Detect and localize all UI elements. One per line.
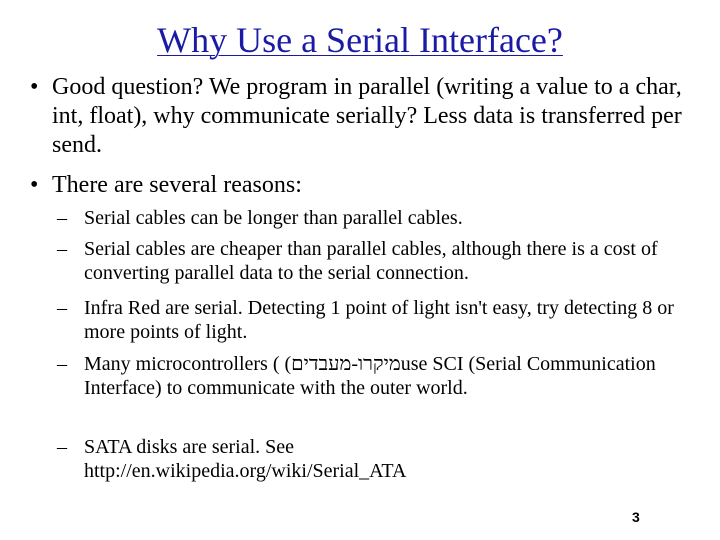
subbullet-text-after: use SCI (Serial Communication Interface) to communicate with the outer world. (84, 353, 656, 399)
dash-icon: – (57, 297, 67, 319)
subbullet-text: Serial cables are cheaper than parallel cables, although there is a cost of converting parallel data to the serial connection. (84, 238, 658, 284)
bullet-text: Good question? We program in parallel (writing a value to a char, int, float), why communicate serially? Less data is transferred per send. (52, 74, 682, 158)
subbullet-text: SATA disks are serial. See (84, 436, 295, 458)
dash-icon: – (57, 238, 67, 260)
page-number: 3 (632, 509, 640, 525)
bullet-icon: • (30, 74, 39, 100)
bullet-text: There are several reasons: (52, 172, 302, 198)
bullet-item-good-question (30, 73, 692, 160)
subbullet-item-infra-red (57, 296, 694, 344)
bullet-item-several-reasons (30, 171, 692, 200)
subbullet-item-sata (57, 435, 694, 483)
subbullet-item-cable-cost (57, 237, 694, 285)
dash-icon: – (57, 436, 67, 458)
bullet-icon: • (30, 172, 39, 198)
dash-icon: – (57, 207, 67, 229)
slide-title-text: Why Use a Serial Interface? (157, 20, 563, 60)
subbullet-text: Infra Red are serial. Detecting 1 point of light isn't easy, try detecting 8 or more points of light. (84, 297, 674, 343)
subbullet-item-cable-length (57, 206, 694, 230)
subbullet-text-before: Many microcontrollers ( ( (84, 353, 292, 375)
hebrew-term: מיקרו-מעבדים (291, 353, 401, 375)
subbullet-text: Serial cables can be longer than parallel cables. (84, 207, 463, 229)
dash-icon: – (57, 353, 67, 375)
wikipedia-link[interactable]: http://en.wikipedia.org/wiki/Serial_ATA (84, 460, 407, 482)
slide-title (0, 18, 720, 62)
subbullet-item-microcontrollers (57, 352, 694, 400)
